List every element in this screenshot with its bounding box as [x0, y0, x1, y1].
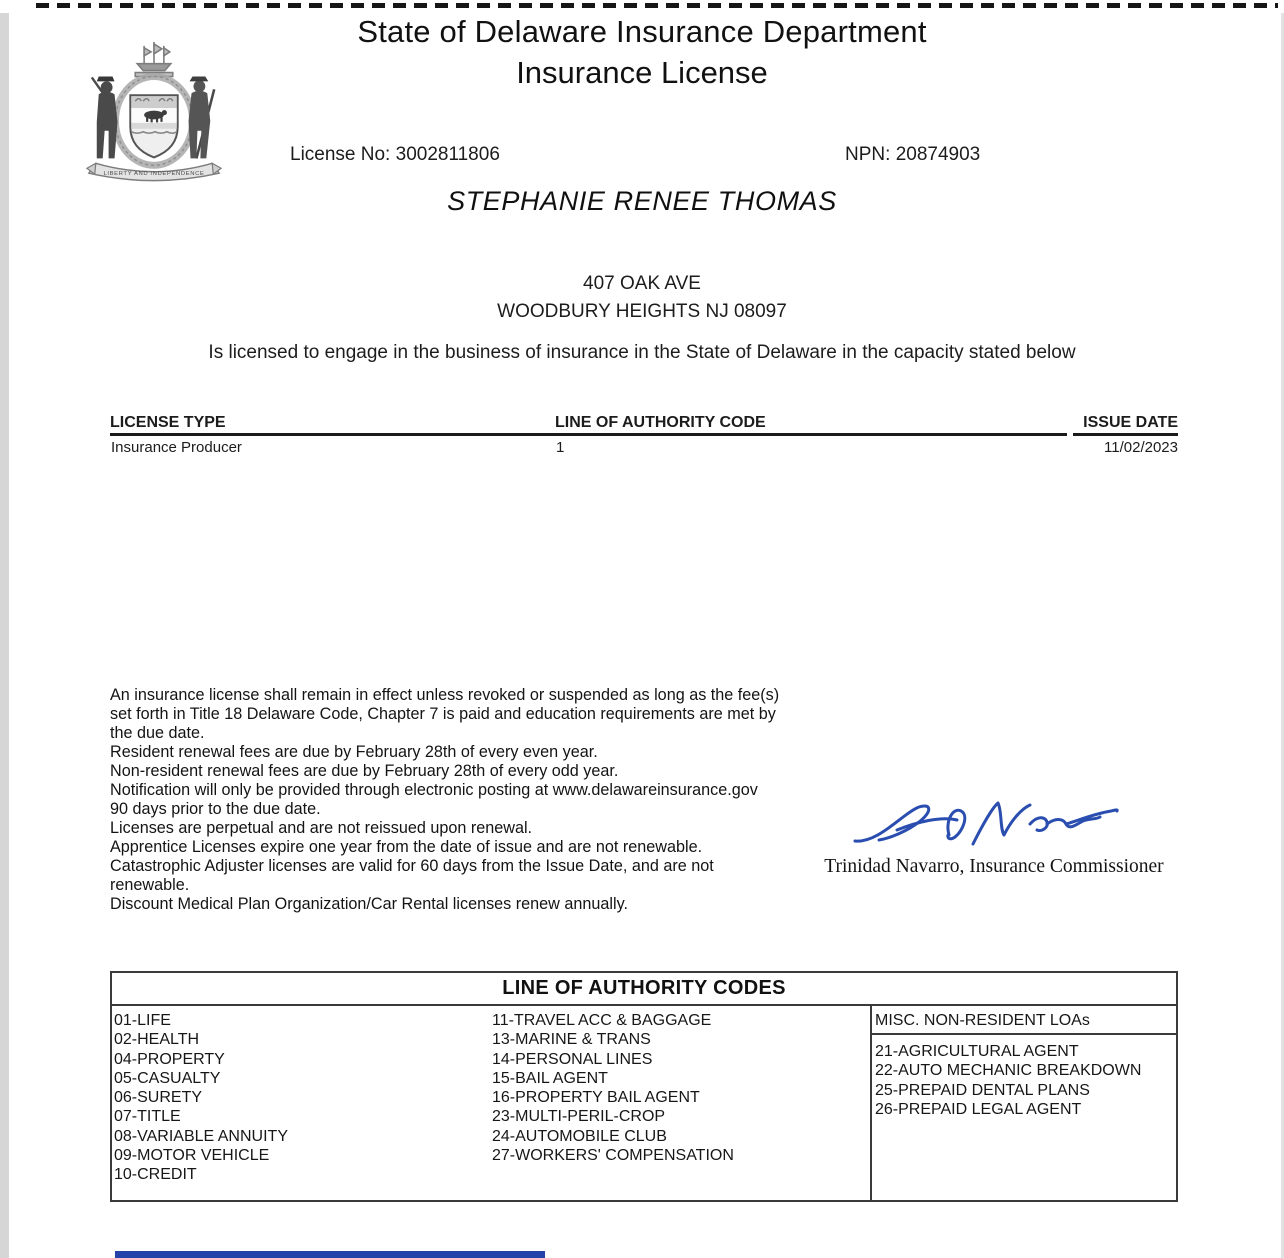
loa-code-item: 22-AUTO MECHANIC BREAKDOWN	[875, 1062, 1142, 1080]
header-underline-right	[1073, 433, 1178, 436]
licensee-name: STEPHANIE RENEE THOMAS	[447, 186, 837, 216]
license-number-label: License No:	[290, 144, 391, 165]
cell-loa-code: 1	[556, 439, 565, 456]
loa-code-item: 10-CREDIT	[114, 1166, 197, 1184]
loa-misc-header: MISC. NON-RESIDENT LOAs	[872, 1006, 1176, 1035]
npn-label: NPN:	[845, 144, 891, 165]
header-underline-left	[110, 433, 1067, 436]
header-license-type: LICENSE TYPE	[110, 414, 226, 431]
legal-line: the due date.	[110, 724, 205, 742]
loa-codes-title: LINE OF AUTHORITY CODES	[112, 973, 1176, 1006]
legal-line: Resident renewal fees are due by February 28th of every even year.	[110, 743, 598, 761]
cell-issue-date: 11/02/2023	[1104, 439, 1178, 456]
loa-code-item: 26-PREPAID LEGAL AGENT	[875, 1100, 1082, 1118]
legal-line: Catastrophic Adjuster licenses are valid for 60 days from the Issue Date, and are not	[110, 857, 714, 875]
loa-code-item: 06-SURETY	[114, 1089, 203, 1107]
license-number-value: 3002811806	[395, 144, 500, 165]
bottom-blue-bar	[115, 1251, 545, 1258]
crest-motto-text: LIBERTY AND INDEPENDENCE	[103, 171, 205, 178]
loa-codes-body	[112, 1006, 1176, 1200]
loa-code-item: 25-PREPAID DENTAL PLANS	[875, 1081, 1090, 1099]
legal-line: 90 days prior to the due date.	[110, 800, 321, 818]
legal-line: Licenses are perpetual and are not reissued upon renewal.	[110, 819, 533, 837]
loa-code-item: 02-HEALTH	[114, 1031, 200, 1049]
legal-line: set forth in Title 18 Delaware Code, Chapter 7 is paid and education requirements are met by	[110, 705, 776, 723]
crest-shield-icon	[130, 95, 177, 157]
address-line-2: WOODBURY HEIGHTS NJ 08097	[497, 301, 787, 322]
npn-line	[845, 144, 980, 166]
header-issue-date: ISSUE DATE	[1083, 414, 1178, 431]
legal-line: Non-resident renewal fees are due by February 28th of every odd year.	[110, 762, 619, 780]
loa-column-1	[112, 1006, 492, 1200]
loa-code-item: 21-AGRICULTURAL AGENT	[875, 1043, 1079, 1060]
top-dashed-rule	[36, 3, 1278, 8]
licensed-capacity-statement: Is licensed to engage in the business of insurance in the State of Delaware in the capacity stated below	[208, 342, 1076, 363]
loa-code-item: 14-PERSONAL LINES	[492, 1050, 653, 1068]
legal-line: An insurance license shall remain in effect unless revoked or suspended as long as the fee(s)	[110, 686, 780, 704]
loa-code-item: 04-PROPERTY	[114, 1050, 225, 1068]
loa-code-item: 09-MOTOR VEHICLE	[114, 1147, 270, 1165]
loa-code-item: 27-WORKERS' COMPENSATION	[492, 1147, 734, 1165]
loa-code-item: 07-TITLE	[114, 1108, 181, 1126]
loa-code-item: 05-CASUALTY	[114, 1069, 221, 1087]
document-title-line1: State of Delaware Insurance Department	[357, 14, 927, 49]
loa-code-item: 08-VARIABLE ANNUITY	[114, 1127, 288, 1145]
document-title-line2: Insurance License	[516, 55, 768, 90]
loa-code-item: 23-MULTI-PERIL-CROP	[492, 1108, 666, 1126]
address-line-1: 407 OAK AVE	[583, 273, 701, 294]
loa-code-item: 11-TRAVEL ACC & BAGGAGE	[492, 1012, 712, 1029]
loa-misc-items	[872, 1035, 1176, 1119]
loa-column-2	[492, 1006, 870, 1200]
legal-conditions-paragraph	[110, 686, 810, 914]
loa-code-item: 01-LIFE	[114, 1012, 171, 1029]
npn-value: 20874903	[895, 144, 981, 165]
commissioner-signature-image	[845, 797, 1127, 855]
legal-line: Apprentice Licenses expire one year from the date of issue and are not renewable.	[110, 838, 703, 856]
commissioner-caption: Trinidad Navarro, Insurance Commissioner	[824, 856, 1164, 877]
license-number-line	[290, 144, 500, 166]
legal-line: Discount Medical Plan Organization/Car Rental licenses renew annually.	[110, 895, 628, 913]
header-loa-code: LINE OF AUTHORITY CODE	[555, 414, 766, 431]
license-summary-header-row	[110, 414, 1178, 435]
loa-column-3-misc	[870, 1006, 1176, 1200]
legal-line: renewable.	[110, 876, 190, 894]
loa-code-item: 15-BAIL AGENT	[492, 1069, 608, 1087]
legal-line: Notification will only be provided through electronic posting at www.delawareinsurance.gov	[110, 781, 758, 799]
loa-codes-table	[110, 971, 1178, 1202]
loa-code-item: 24-AUTOMOBILE CLUB	[492, 1127, 667, 1145]
loa-code-item: 16-PROPERTY BAIL AGENT	[492, 1089, 700, 1107]
license-summary-table	[110, 414, 1178, 459]
cell-license-type: Insurance Producer	[111, 439, 242, 456]
loa-code-item: 13-MARINE & TRANS	[492, 1031, 651, 1049]
table-row	[110, 439, 1178, 459]
